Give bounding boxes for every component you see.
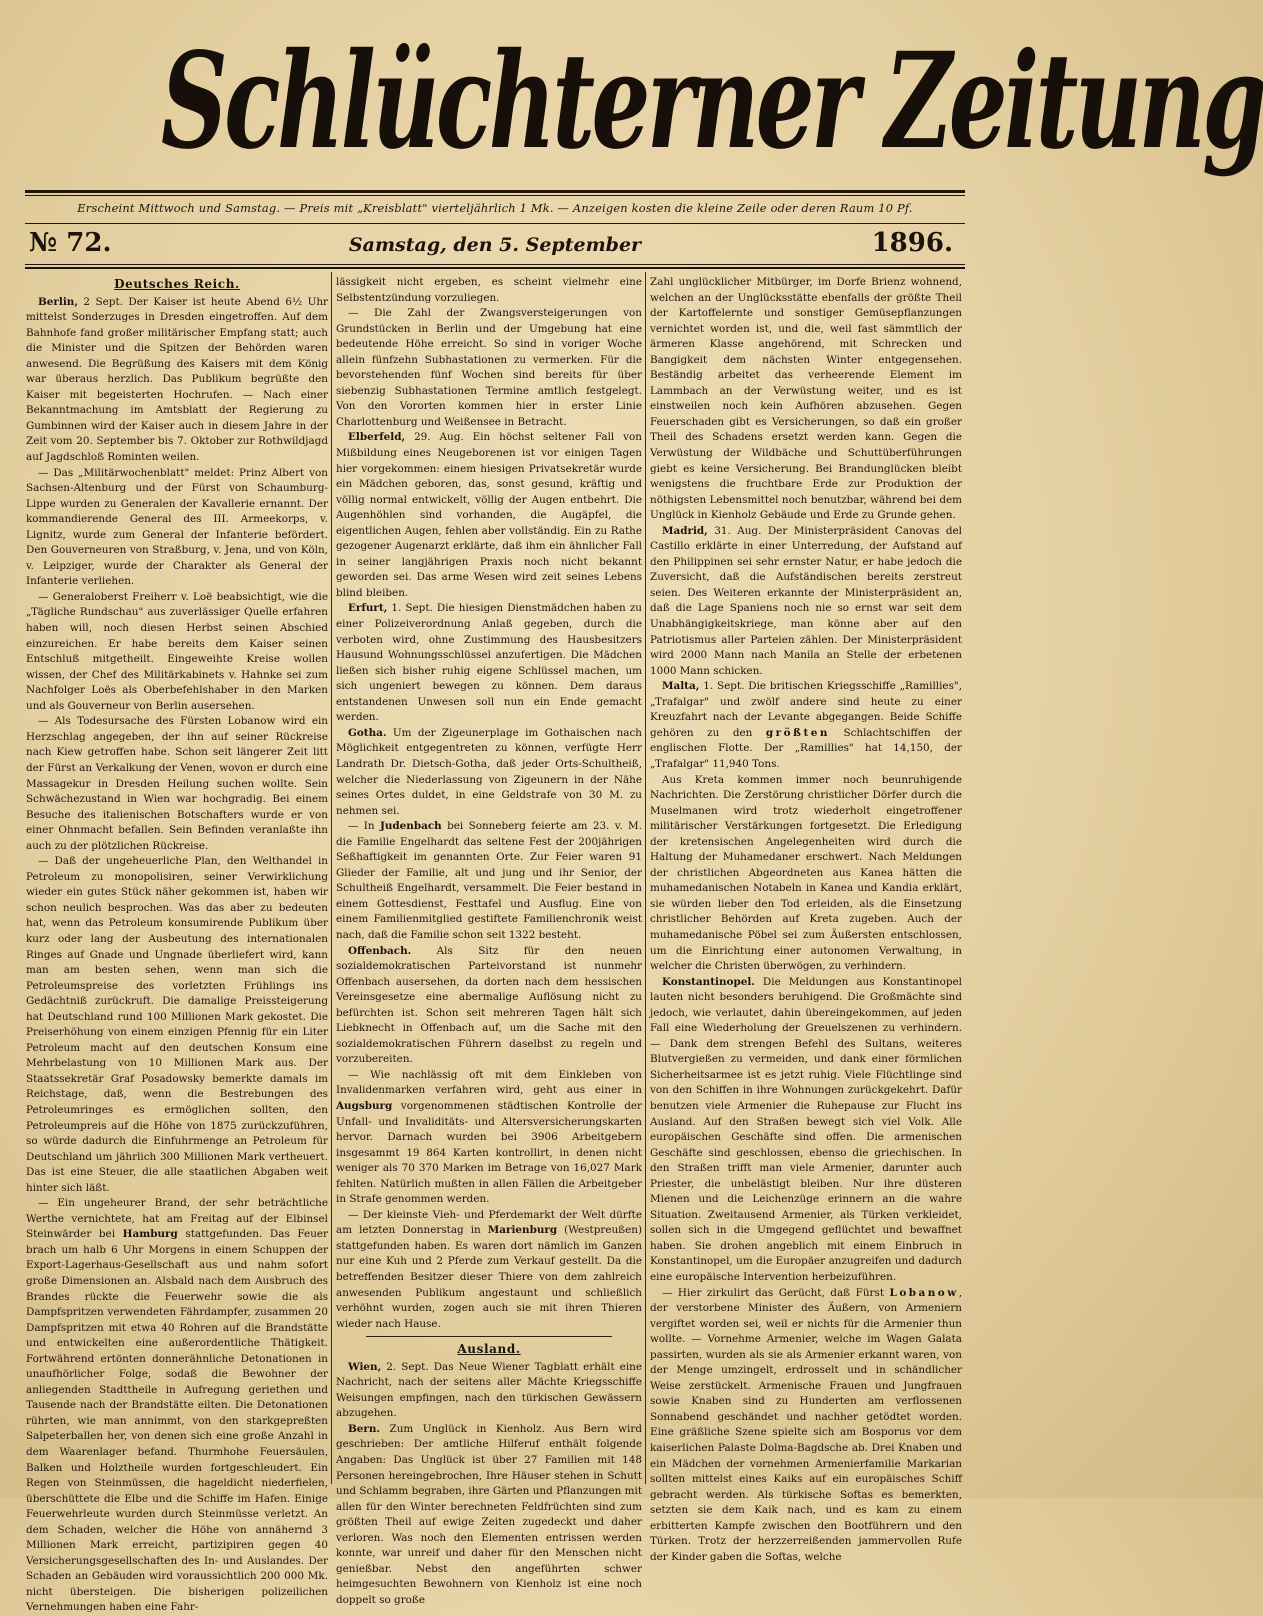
article-paragraph [336,1068,642,1208]
paragraph-text: vorgenommenen städtischen Kontrolle der Unfall- und Invaliditäts- und Altersversicherungskarten hervor. Darnach wurden bei 3906 Arbeitgebern insgesammt 19 864 Karten kontrollirt, in denen nicht weniger als 70 370 Marken im Betrage von 16,027 Mark fehlten. Natürlich mußten in allen Fällen die Arbeitgeber in Strafe genommen werden. [336,1099,642,1206]
section-heading-deutsches-reich: Deutsches Reich. [114,277,240,291]
paragraph-text: Schlachtschiffen der englischen Flotte. Der „Ramillies" hat 14,150, der „Trafalgar" 11,940 Tons. [650,726,962,770]
dateline: Wien, [348,1360,382,1373]
article-paragraph [336,1208,642,1332]
column-divider-2 [645,272,646,1484]
dateline: Bern. [348,1422,381,1435]
paragraph-text: 2 Sept. Der Kaiser ist heute Abend 6½ Uhr mittelst Sonderzuges in Dresden eingetroffen. Auf dem Bahnhofe fand großer militärischer Empfang statt; auch die Minister und die Spitzen der Behörden waren anwesend. Die Begrüßung des Kaisers mit dem König war überaus herzlich. Das Publikum begrüßte den Kaiser mit begeisterten Hochrufen. — Nach einer Bekanntmachung im Amtsblatt der Regierung zu Gumbinnen wird der Kaiser auch in diesem Jahre in der Zeit vom 20. September bis 7. Oktober zur Rothwildjagd auf Jagdschloß Rominten weilen. [26,295,328,464]
masthead-title: Schlüchterner Zeitung [161,24,1263,179]
article-paragraph: Aus Kreta kommen immer noch beunruhigende Nachrichten. Die Zerstörung christlicher Dörfer durch die Muselmanen wird trotz wiederholt eingetroffener militärischer Verstärkungen fortgesetzt. Die Erledigung der kretensischen Angelegenheiten wird durch die Haltung der Muhamedaner erschwert. Nach Meldungen der christlichen Abgeordneten aus Kanea hätten die muhamedanischen Notabeln in Kanea und Kandia erklärt, sie würden lieber den Tod erleiden, als die Einsetzung christlicher Behörden auf Kreta zugeben. Auch der muhamedanische Pöbel sei zum Äußersten entschlossen, um die Einrichtung einer autonomen Verwaltung, in welcher die Christen überwögen, zu verhindern. [650,773,962,973]
paragraph-text: — Der kleinste Vieh- und Pferdemarkt der Welt dürfte am letzten Donnerstag in [336,1208,642,1237]
article-paragraph [650,524,962,679]
dateline: Berlin, [38,295,78,308]
subscription-line: Erscheint Mittwoch und Samstag. — Preis mit „Kreisblatt" vierteljährlich 1 Mk. — Anzeigen kosten die kleine Zeile oder deren Raum 10 Pf. [77,201,913,215]
article-paragraph [336,944,642,1068]
dateline: Offenbach. [348,944,412,957]
issue-row [25,228,965,264]
masthead-rule-thick [25,190,965,193]
column-divider-1 [331,272,332,1484]
article-paragraph [650,1286,962,1566]
dateline: Malta, [662,680,700,693]
article-paragraph [650,975,962,1286]
article-paragraph: — Als Todesursache des Fürsten Lobanow wird ein Herzschlag angegeben, der ihn auf seiner Rückreise nach Kiew getroffen habe. Schon seit längerer Zeit litt der Fürst an Verkalkung der Venen, wovon er durch eine Massagekur in Dresden Heilung suchen wollte. Sein Schwächezustand in Wien war hochgradig. Bei einem Besuche des italienischen Botschafters wurde er von einer Ohnmacht befallen. Sein Befinden veranlaßte ihn auch zu der plötzlichen Rückreise. [26,715,328,852]
dateline: Elberfeld, [348,431,406,444]
article-paragraph [336,1422,642,1609]
paragraph-text: Um der Zigeunerplage im Gothaischen nach Möglichkeit entgegentreten zu können, verfügte Herr Landrath Dr. Dietsch-Gotha, daß jeder Orts-Schultheiß, welcher die Niederlassung von Zigeunern in der Nähe seines Ortes duldet, in eine Geldstrafe von 30 M. zu nehmen sei. [336,726,642,817]
column-3 [650,275,962,1563]
place-name: Marienburg [487,1224,558,1237]
paragraph-text: — Hier zirkulirt das Gerücht, daß Fürst [662,1286,890,1299]
issue-rule-thin [25,264,965,265]
paragraph-text: 1. Sept. Die hiesigen Dienstmädchen haben zu einer Polizeiverordnung Anlaß gegeben, durch die verboten wird, ohne Zustimmung des Hausbesitzers Hausund Wohnungsschlüssel anzufertigen. Die Mädchen ließen sich bisher ruhig eigene Schlüssel machen, um sich ungeniert bewegen zu können. Dem daraus entstandenen Unwesen soll nun ein Ende gemacht werden. [336,602,642,724]
paragraph-text: (Westpreußen) stattgefunden haben. Es waren dort nämlich im Ganzen nur eine Kuh und 2 Pferde zum Verkauf gestellt. Da die betreffenden Besitzer dieser Thiere von dem zahlreich anwesenden Publikum angestaunt und schließlich verhöhnt wurden, zogen auch sie mit ihren Thieren wieder nach Hause. [336,1224,643,1330]
article-paragraph [336,1360,642,1422]
article-paragraph: lässigkeit nicht ergeben, es scheint vielmehr eine Selbstentzündung vorzuliegen. [336,276,642,304]
article-paragraph [336,601,642,725]
paragraph-text: 2. Sept. Das Neue Wiener Tagblatt erhält eine Nachricht, nach der seitens aller Mächte Kriegsschiffe Weisungen empfingen, nach den türkischen Gewässern abzugehen. [336,1360,642,1420]
paragraph-text: 29. Aug. Ein höchst seltener Fall von Mißbildung eines Neugeborenen ist vor einigen Tagen hier vorgekommen: einem hiesigen Privatsekretär wurde ein Mädchen geboren, das, sonst gesund, kräftig und völlig normal entwickelt, völlig der Augen entbehrt. Die Augenhöhlen sind vorhanden, die Augäpfel, die eigentlichen Augen, fehlen aber vollständig. Ein zu Rathe gezogener Augenarzt erklärte, daß ihm ein ähnlicher Fall in seiner langjährigen Praxis noch nicht bekannt geworden sei. Das arme Wesen wird zeit seines Lebens blind bleiben. [336,431,642,599]
section-divider [366,1336,612,1337]
place-name: Judenbach [379,820,442,833]
issue-rule-thick [25,267,965,269]
paragraph-text: 31. Aug. Der Ministerpräsident Canovas del Castillo erklärte in einer Unterredung, der Aufstand auf den Philippinen sei sehr ernster Natur, er habe jedoch die Zuversicht, daß die Aufständischen bereits zerstreut seien. Des Weiteren erkannte der Ministerpräsident an, daß die Lage Spaniens noch nie so ernst war seit dem Unabhängigkeitskriege, man könne aber auf den Patriotismus aller Parteien zählen. Der Ministerpräsident wird 2000 Mann nach Manila an Stelle der erbetenen 1000 Mann schicken. [650,524,962,677]
paragraph-text: — Ein ungeheurer Brand, der sehr beträchtliche Werthe vernichtete, hat am Freitag auf der Elbinsel Steinwärder bei [26,1197,328,1241]
issue-number: № 72. [29,228,112,258]
article-paragraph [336,430,642,601]
spaced-emphasis: Lobanow [889,1286,959,1299]
paragraph-text: , der verstorbene Minister des Äußern, von Armeniern vergiftet worden sei, weil er nichts für die Armenier thun wollte. — Vornehme Armenier, welche im Wagen Galata passirten, wurden als sie als Armenier erkannt waren, von der Menge umzingelt, erdrosselt und in schändlicher Weise zerstückelt. Armenische Frauen und Jungfrauen sowie Knaben sind zu Hunderten am verflossenen Sonnabend geschändet und nachher getödtet worden. Eine gräßliche Szene spielte sich am Bosporus vor dem kaiserlichen Palaste Dolma-Bagdsche ab. Drei Knaben und ein Mädchen der vornehmen Armenierfamilie Markarian sollten mittelst eines Kaiks auf ein europäisches Schiff gebracht werden. Als türkische Softas es bemerkten, setzten sie dem Kaik nach, und es kam zu einem erbitterten Kampfe zwischen den Bootführern und den Türken. Trotz der herzzerreißenden jammervollen Rufe der Kinder gaben die Softas, welche [650,1286,962,1563]
section-heading-ausland: Ausland. [457,1342,521,1357]
masthead-rule-thin [25,195,965,196]
dateline: Madrid, [662,524,708,537]
paragraph-text: 1. Sept. Die britischen Kriegsschiffe „Ramillies", „Trafalgar" und zwölf andere sind heute zu einer Kreuzfahrt nach der Levante abgegangen. Beide Schiffe gehören zu den [650,680,962,739]
dateline: Erfurt, [348,602,388,615]
article-paragraph: — Die Zahl der Zwangsversteigerungen von Grundstücken in Berlin und der Umgebung hat eine bedeutende Höhe erreicht. So sind in voriger Woche allein fünfzehn Subhastationen zu vermerken. Für die bevorstehenden fünf Wochen sind bereits für über siebenzig Subhastationen Termine amtlich festgelegt. Von den Vororten kommen hier in erster Linie Charlottenburg und Weißensee in Betracht. [336,307,642,428]
place-name: Augsburg [336,1099,393,1112]
paragraph-text: stattgefunden. Das Feuer brach um halb 6 Uhr Morgens in einem Schuppen der Export-Lagerhaus-Gesellschaft aus und nahm sofort große Dimensionen an. Alsbald nach dem Ausbruch des Brandes rückte die Feuerwehr sowie die als Dampfspritzen verwendeten Fährdampfer, zusammen 20 Dampfspritzen mit etwa 40 Rohren auf die Brandstätte und entwickelten eine außerordentliche Thätigkeit. Fortwährend ertönten donnerähnliche Detonationen in unaufhörlicher Folge, sodaß die Bewohner der anliegenden Stadttheile in Aufregung geriethen und Tausende nach der Brandstätte eilten. Die Detonationen rührten, wie man annimmt, von den starkgepreßten Salpeterballen her, von denen sich eine große Anzahl in dem Waarenlager befand. Thurmhohe Feuersäulen, Balken und Holztheile wurden fortgeschleudert. Ein Regen von Steinmüssen, die hageldicht niederfielen, überschüttete die Elbe und die Schiffe im Hafen. Einige Feuerwehrleute wurden durch Steinmüsse verletzt. An dem Schaden, welcher die Höhe von annähernd 3 Millionen Mark erreicht, partizipiren gegen 40 Versicherungsgesellschaften des In- und Auslandes. Der Schaden an Gebäuden wird voraussichtlich 200 000 Mk. nicht übersteigen. Die bisherigen polizeilichen Vernehmungen haben eine Fahr- [26,1228,329,1614]
paragraph-text: — Wie nachlässig oft mit dem Einkleben von Invalidenmarken verfahren wird, geht aus einer in [336,1068,642,1097]
dateline: Gotha. [348,726,387,739]
paragraph-text: — In [348,820,380,833]
column-2 [336,275,643,1606]
paragraph-text: Als Sitz für den neuen sozialdemokratischen Parteivorstand ist nunmehr Offenbach ausersehen, da dorten nach dem hessischen Vereinsgesetze eine abermalige Auflösung nicht zu befürchten ist. Schon seit mehreren Tagen hält sich Liebknecht in Offenbach auf, um die Sache mit den sozialdemokratischen Führern daselbst zu regeln und vorzubereiten. [336,944,642,1066]
dateline: Konstantinopel. [662,975,755,988]
spaced-emphasis: größten [765,726,830,739]
article-paragraph [650,679,962,772]
column-1 [26,275,329,1614]
issue-year: 1896. [871,228,953,258]
article-paragraph: — Das „Militärwochenblatt" meldet: Prinz Albert von Sachsen-Altenburg und der Fürst von Schaumburg-Lippe wurden zu Generalen der Kavallerie ernannt. Der kommandierende General des III. Armeekorps, v. Lignitz, wurde zum General der Infanterie befördert. Den Gouverneuren von Straßburg, v. Jena, und von Köln, v. Leipziger, wurde der Charakter als General der Infanterie verliehen. [26,466,328,588]
subline-rule [25,223,965,224]
paragraph-text: Zum Unglück in Kienholz. Aus Bern wird geschrieben: Der amtliche Hilferuf enthält folgende Angaben: Das Unglück ist über 27 Familien mit 148 Personen hereingebrochen, Ihre Häuser stehen in Schutt und Schlamm begraben, ihre Gärten und Pflanzungen mit allen für den Winter berechneten Feldfrüchten sind zum größten Theil auf ewige Zeiten zugedeckt und daher verloren. Was noch den Elementen entrissen werden konnte, war unreif und daher für den Menschen nicht genießbar. Nebst den angeführten schwer heimgesuchten Bewohnern von Kienholz ist eine noch doppelt so große [336,1422,642,1606]
article-paragraph: — Generaloberst Freiherr v. Loë beabsichtigt, wie die „Tägliche Rundschau" aus zuverlässiger Quelle erfahren haben will, noch diesen Herbst seinen Abschied einzureichen. Er habe bereits dem Kaiser seinen Entschluß mitgetheilt. Eingeweihte Kreise wollen wissen, der Chef des Militärkabinets v. Hahnke sei zum Nachfolger Loës als Oberbefehlshaber in den Marken und als Gouverneur von Berlin ausersehen. [26,590,328,712]
place-name: Hamburg [122,1228,178,1241]
article-paragraph [26,295,328,466]
article-paragraph: Zahl unglücklicher Mitbürger, im Dorfe Brienz wohnend, welchen an der Unglücksstätte ebenfalls der größte Theil der Kartoffelernte und sonstiger Gemüsepflanzungen vernichtet worden ist, und die, weil fast sämmtlich der ärmeren Klasse angehörend, mit Schrecken und Bangigkeit dem nächsten Winter entgegensehen. Beständig arbeitet das verheerende Element im Lammbach an der Verwüstung weiter, und es ist einstweilen noch kein Aufhören abzusehen. Gegen Feuerschaden gibt es Versicherungen, so daß ein großer Theil des Schadens ersetzt werden kann. Gegen die Verwüstung der Wildbäche und Schuttüberführungen giebt es keine Versicherung. Bei Brandunglücken bleibt wenigstens die fruchtbare Erde zur Produktion der nöthigsten Lebensmittel noch benutzbar, während bei dem Unglück in Kienholz Gebäude und Erde zu Grunde gehen. [650,276,962,522]
article-paragraph [336,726,642,819]
article-paragraph [26,1196,328,1616]
article-paragraph: — Daß der ungeheuerliche Plan, den Welthandel in Petroleum zu monopolisiren, seiner Verwirklichung wieder ein gutes Stück näher gekommen ist, haben wir schon neulich besprochen. Was das aber zu bedeuten hat, wenn das Petroleum konsumirende Publikum über kurz oder lang der Ausbeutung des internationalen Ringes auf Gnade und Ungnade überliefert wird, kann man am besten sehen, wenn man sich die Petroleumspreise des vorletzten Frühlings ins Gedächtniß zurückruft. Die damalige Preissteigerung hat Deutschland rund 100 Millionen Mark gekostet. Die Preiserhöhung von einem einzigen Pfennig für ein Liter Petroleum macht auf den deutschen Konsum eine Mehrbelastung von 10 Millionen Mark aus. Der Staatssekretär Graf Posadowsky bemerkte damals im Reichstage, daß, wenn die Bestrebungen des Petroleumringes es ermöglichen sollten, den Petroleumpreis auf die Höhe von 1875 zurückzuführen, so würde dadurch die Einfuhrmenge an Petroleum für Deutschland um jährlich 300 Millionen Mark vertheuert. Das ist eine Steuer, die alle staatlichen Abgaben weit hinter sich läßt. [26,855,328,1194]
paragraph-text: bei Sonneberg feierte am 23. v. M. die Familie Engelhardt das seltene Fest der 200jährigen Seßhaftigkeit im genannten Orte. Zur Feier waren 91 Glieder der Familie, alt und jung und ihr Senior, der Schultheiß Engelhardt, versammelt. Die Feier bestand in einem Gottesdienst, Festtafel und Ausflug. Eine von einem Familienmitglied gestiftete Familienchronik weist nach, daß die Familie schon seit 1322 besteht. [336,820,642,941]
article-paragraph [336,819,642,943]
paragraph-text: Die Meldungen aus Konstantinopel lauten nicht besonders beruhigend. Die Großmächte sind jedoch, wie verlautet, dahin übereingekommen, auf jeden Fall eine Wiederholung der Greuelszenen zu verhindern. — Dank dem strengen Befehl des Sultans, weiteres Blutvergießen zu vermeiden, und dank einer förmlichen Sicherheitsarmee ist es jetzt ruhig. Viele Flüchtlinge sind von den Schiffen in ihre Wohnungen zurückgekehrt. Dafür benutzen viele Armenier die Ruhepause zur Flucht ins Ausland. Auf den Straßen bewegt sich viel Volk. Alle europäischen Geschäfte sind offen. Die armenischen Geschäfte sind geschlossen, ebenso die griechischen. In den Straßen trifft man viele Armenier, darunter auch Priester, die unbelästigt bleiben. Nur ihre düsteren Mienen und die Leichenzüge erinnern an die wahre Situation. Zweitausend Armenier, als Türken verkleidet, sollen sich in die Umgegend geflüchtet und bewaffnet haben. Sie drohen angeblich mit einem Einbruch in Konstantinopel, um die Europäer anzugreifen und dadurch eine europäische Intervention herbeizuführen. [650,975,962,1283]
issue-date: Samstag, den 5. September [348,234,642,256]
